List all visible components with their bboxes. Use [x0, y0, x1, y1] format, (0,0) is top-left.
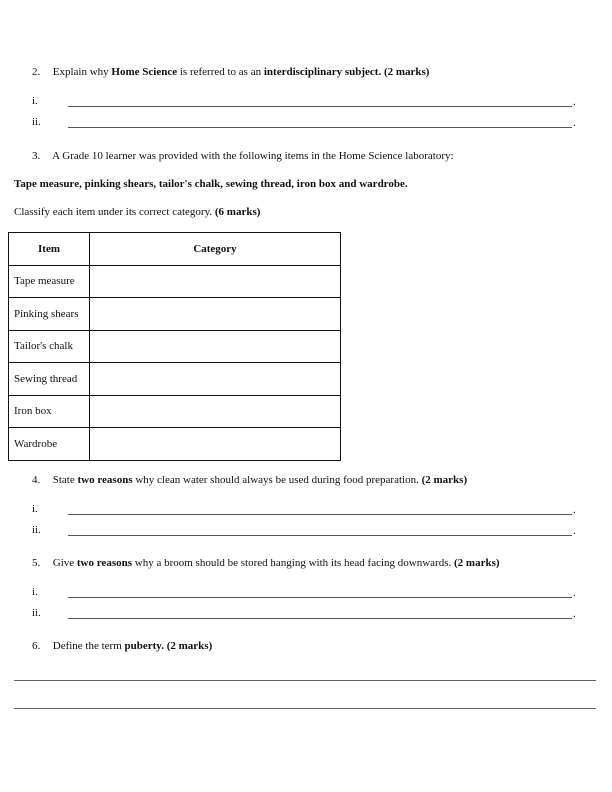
- answer-line[interactable]: [68, 106, 572, 107]
- category-cell[interactable]: [90, 330, 341, 363]
- answer-line[interactable]: [68, 618, 572, 619]
- line-end-dot: .: [573, 117, 576, 129]
- answer-line[interactable]: [14, 708, 596, 709]
- question-number: 4.: [32, 474, 41, 486]
- table-header-row: [9, 233, 341, 266]
- table-row: [9, 265, 341, 298]
- question-number: 5.: [32, 557, 41, 569]
- line-end-dot: .: [573, 587, 576, 599]
- question-6: 6. Define the term puberty. (2 marks): [32, 640, 213, 652]
- question-number: 3.: [32, 150, 41, 162]
- table-row: [9, 330, 341, 363]
- question-2: 2. Explain why Home Science is referred to as an interdisciplinary subject. (2 marks): [32, 66, 430, 78]
- answer-label-ii: ii.: [32, 607, 41, 619]
- line-end-dot: .: [573, 608, 576, 620]
- table-row: [9, 428, 341, 461]
- answer-line[interactable]: [68, 597, 572, 598]
- question-3: 3. A Grade 10 learner was provided with the following items in the Home Science laboratory:: [32, 150, 454, 162]
- answer-label-i: i.: [32, 95, 38, 107]
- table-row: [9, 298, 341, 331]
- category-cell[interactable]: [90, 395, 341, 428]
- answer-label-ii: ii.: [32, 524, 41, 536]
- question-number: 2.: [32, 66, 41, 78]
- line-end-dot: .: [573, 504, 576, 516]
- category-cell[interactable]: [90, 428, 341, 461]
- column-header-category: Category: [90, 233, 341, 266]
- column-header-item: Item: [9, 233, 90, 266]
- line-end-dot: .: [573, 96, 576, 108]
- answer-line[interactable]: [14, 680, 596, 681]
- question-number: 6.: [32, 640, 41, 652]
- item-cell: Pinking shears: [9, 298, 90, 331]
- question-5: 5. Give two reasons why a broom should be stored hanging with its head facing downwards. (2 marks): [32, 557, 500, 569]
- answer-line[interactable]: [68, 127, 572, 128]
- items-list: Tape measure, pinking shears, tailor's chalk, sewing thread, iron box and wardrobe.: [14, 178, 408, 190]
- line-end-dot: .: [573, 525, 576, 537]
- item-cell: Wardrobe: [9, 428, 90, 461]
- answer-line[interactable]: [68, 514, 572, 515]
- category-cell[interactable]: [90, 265, 341, 298]
- table-row: [9, 363, 341, 396]
- answer-label-ii: ii.: [32, 116, 41, 128]
- question-4: 4. State two reasons why clean water should always be used during food preparation. (2 marks): [32, 474, 468, 486]
- item-cell: Tape measure: [9, 265, 90, 298]
- category-cell[interactable]: [90, 298, 341, 331]
- classification-table: [8, 232, 341, 461]
- category-cell[interactable]: [90, 363, 341, 396]
- classify-instruction: Classify each item under its correct category. (6 marks): [14, 206, 261, 218]
- table-row: [9, 395, 341, 428]
- answer-line[interactable]: [68, 535, 572, 536]
- item-cell: Iron box: [9, 395, 90, 428]
- item-cell: Tailor's chalk: [9, 330, 90, 363]
- answer-label-i: i.: [32, 503, 38, 515]
- answer-label-i: i.: [32, 586, 38, 598]
- item-cell: Sewing thread: [9, 363, 90, 396]
